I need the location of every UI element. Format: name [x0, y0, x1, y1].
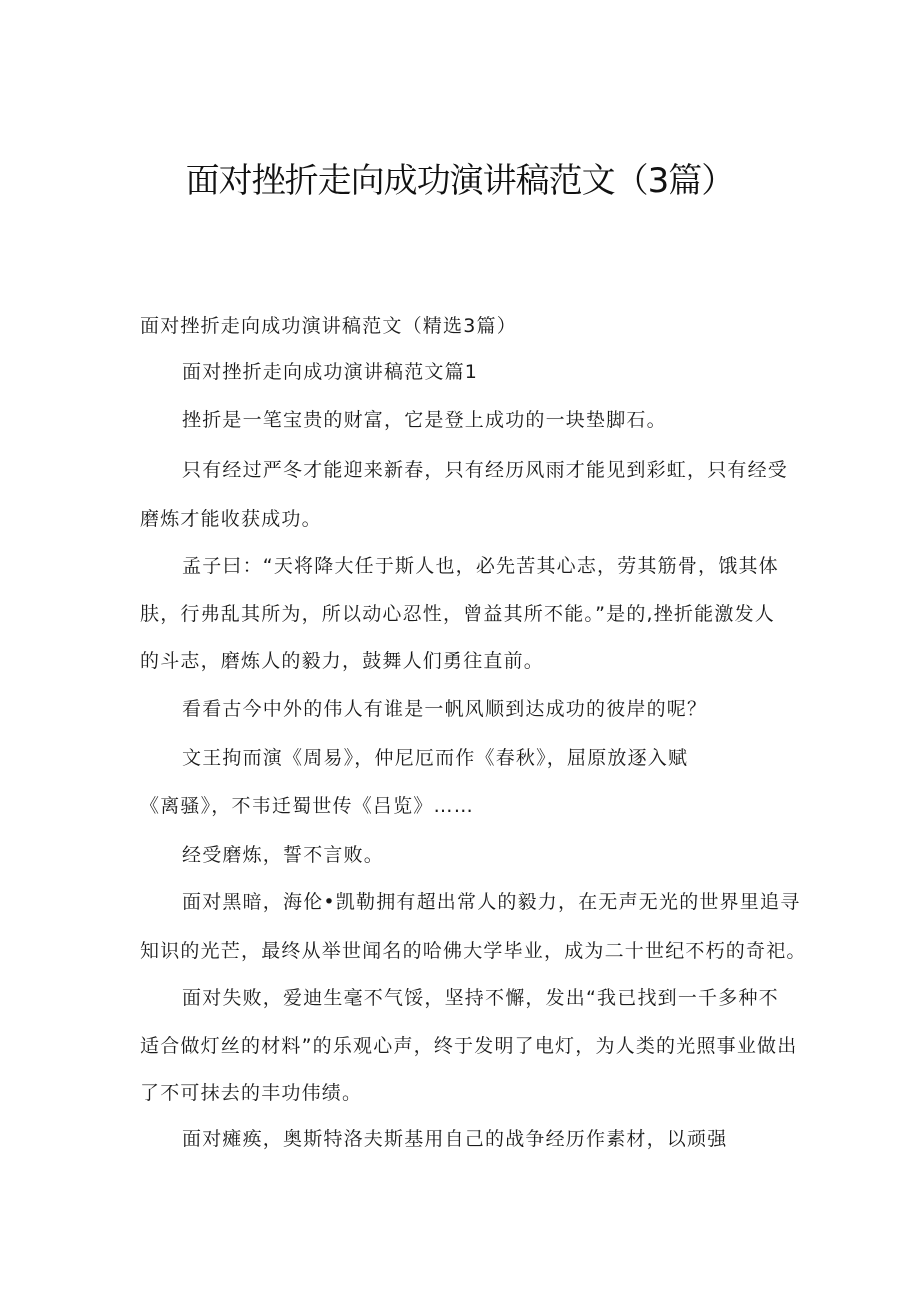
paragraph-line: 磨炼才能收获成功。	[140, 508, 322, 530]
paragraph-line: 看看古今中外的伟人有谁是一帆风顺到达成功的彼岸的呢？	[182, 698, 708, 720]
paragraph-line: 面对失败，爱迪生毫不气馁，坚持不懈，发出“我已找到一千多种不	[182, 987, 779, 1009]
paragraph-line: 面对黑暗，海伦•凯勒拥有超出常人的毅力，在无声无光的世界里追寻	[182, 891, 801, 913]
paragraph-line: 经受磨炼，誓不言败。	[182, 844, 385, 866]
paragraph-line: 知识的光芒，最终从举世闻名的哈佛大学毕业，成为二十世纪不朽的奇祀。	[140, 940, 807, 962]
paragraph-line: 挫折是一笔宝贵的财富，它是登上成功的一块垫脚石。	[182, 409, 667, 431]
paragraph-line: 文王拘而演《周易》，仲尼厄而作《春秋》，屈原放逐入赋	[182, 747, 689, 769]
paragraph-line: 的斗志，磨炼人的毅力，鼓舞人们勇往直前。	[140, 650, 545, 672]
document-subtitle: 面对挫折走向成功演讲稿范文（精选3篇）	[140, 315, 517, 337]
paragraph-line: 孟子曰：“天将降大任于斯人也，必先苦其心志，劳其筋骨，饿其体	[182, 555, 779, 577]
paragraph-line: 了不可抹去的丰功伟绩。	[140, 1082, 363, 1104]
section-heading: 面对挫折走向成功演讲稿范文篇1	[182, 361, 479, 383]
document-title: 面对挫折走向成功演讲稿范文（3篇）	[185, 161, 735, 201]
paragraph-line: 《离骚》，不韦迁蜀世传《吕览》……	[140, 795, 474, 817]
paragraph-line: 只有经过严冬才能迎来新春，只有经历风雨才能见到彩虹，只有经受	[182, 459, 789, 481]
paragraph-line: 面对瘫痪，奥斯特洛夫斯基用自己的战争经历作素材，以顽强	[182, 1128, 728, 1150]
paragraph-line: 肤，行弗乱其所为，所以动心忍性，曾益其所不能。”是的,挫折能激发人	[140, 603, 775, 625]
paragraph-line: 适合做灯丝的材料”的乐观心声，终于发明了电灯，为人类的光照事业做出	[140, 1035, 798, 1057]
